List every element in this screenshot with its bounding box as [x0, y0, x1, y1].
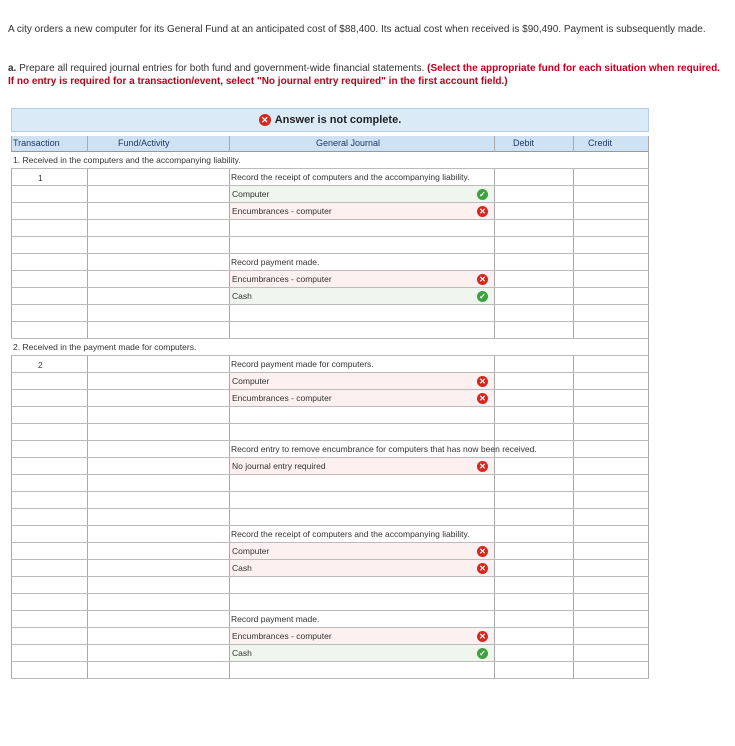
entry-description: Record the receipt of computers and the accompanying liability.	[231, 172, 470, 182]
check-icon: ✓	[477, 291, 488, 302]
account-field[interactable]: Encumbrances - computer	[230, 628, 494, 644]
header-credit: Credit	[588, 138, 613, 148]
x-icon: ✕	[477, 274, 488, 285]
check-icon: ✓	[477, 648, 488, 659]
x-icon: ✕	[477, 546, 488, 557]
account-field[interactable]: Computer	[230, 186, 494, 202]
account-field[interactable]: No journal entry required	[230, 458, 494, 474]
transaction-2-number: 2	[38, 360, 43, 370]
header-transaction: Transaction	[13, 138, 60, 148]
error-x-icon: ✕	[259, 114, 271, 126]
check-icon: ✓	[477, 189, 488, 200]
account-field[interactable]: Encumbrances - computer	[230, 271, 494, 287]
x-icon: ✕	[477, 206, 488, 217]
entry-description: Record the receipt of computers and the accompanying liability.	[231, 529, 470, 539]
entry-description: Record payment made.	[231, 614, 320, 624]
x-icon: ✕	[477, 461, 488, 472]
section-1-label: 1. Received in the computers and the accompanying liability.	[13, 155, 241, 165]
account-field[interactable]: Encumbrances - computer	[230, 203, 494, 219]
header-fund: Fund/Activity	[118, 138, 170, 148]
answer-status-banner	[11, 108, 649, 132]
instruction-text: Prepare all required journal entries for both fund and government-wide financial statements.	[19, 63, 425, 74]
header-journal: General Journal	[316, 138, 381, 148]
account-field[interactable]: Cash	[230, 560, 494, 576]
banner-text: Answer is not complete.	[274, 114, 402, 126]
section-2-label: 2. Received in the payment made for computers.	[13, 342, 197, 352]
x-icon: ✕	[477, 563, 488, 574]
entry-description: Record payment made for computers.	[231, 359, 374, 369]
instructions	[8, 63, 728, 88]
problem-text: A city orders a new computer for its General Fund at an anticipated cost of $88,400. Its actual cost when received is $90,490. Payment is subsequently made.	[8, 24, 706, 35]
account-field[interactable]: Computer	[230, 543, 494, 559]
header-debit: Debit	[513, 138, 535, 148]
transaction-1-number: 1	[38, 173, 43, 183]
account-field[interactable]: Cash	[230, 645, 494, 661]
entry-description: Record entry to remove encumbrance for computers that has now been received.	[231, 444, 537, 454]
instruction-red: (Select the appropriate fund for each situation when required. If no entry is required for a transaction/event, select "No journal entry required" in the first account field.)	[8, 63, 720, 87]
account-field[interactable]: Cash	[230, 288, 494, 304]
x-icon: ✕	[477, 376, 488, 387]
account-field[interactable]: Computer	[230, 373, 494, 389]
entry-description: Record payment made.	[231, 257, 320, 267]
account-field[interactable]: Encumbrances - computer	[230, 390, 494, 406]
part-label: a.	[8, 63, 17, 74]
x-icon: ✕	[477, 393, 488, 404]
x-icon: ✕	[477, 631, 488, 642]
